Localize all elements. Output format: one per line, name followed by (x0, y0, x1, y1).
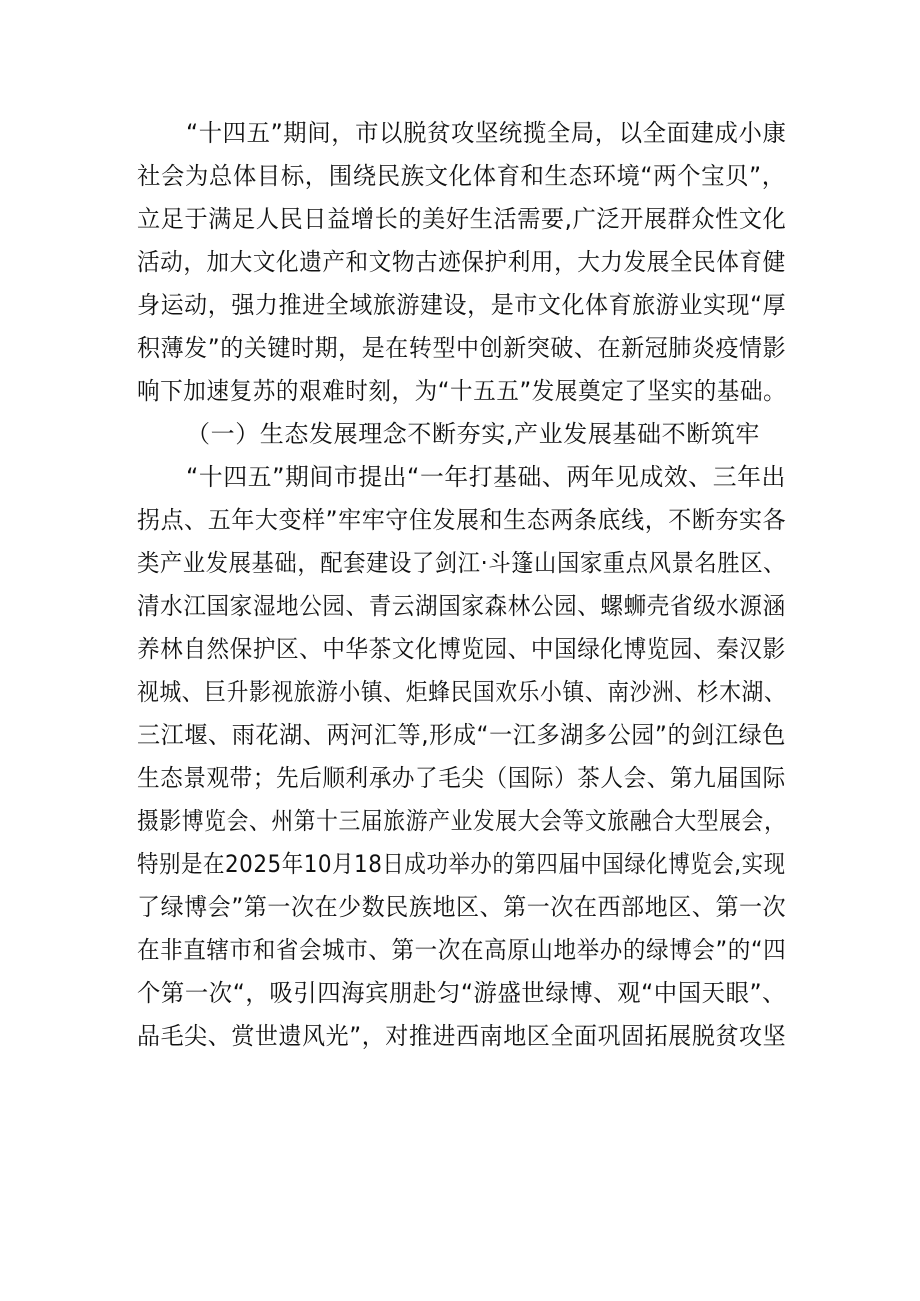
paragraph-1-line-3: 立足于满足人民日益增长的美好生活需要,广泛开展群众性文化 (137, 205, 787, 233)
paragraph-1-line-6: 积薄发”的关键时期，是在转型中创新突破、在新冠肺炎疫情影 (137, 334, 787, 362)
paragraph-2-line-10: 特别是在2025年10月18日成功举办的第四届中国绿化博览会,实现 (137, 850, 786, 878)
paragraph-2-line-3: 类产业发展基础，配套建设了剑江·斗篷山国家重点风景名胜区、 (137, 549, 787, 577)
paragraph-2-line-13: 个第一次“，吸引四海宾朋赴匀“游盛世绿博、观“中国天眼”、 (137, 979, 787, 1007)
paragraph-1-line-5: 身运动，强力推进全域旅游建设，是市文化体育旅游业实现“厚 (137, 291, 787, 319)
paragraph-1-line-2: 社会为总体目标，围绕民族文化体育和生态环境“两个宝贝”， (137, 162, 786, 190)
paragraph-2-line-4: 清水江国家湿地公园、青云湖国家森林公园、螺蛳壳省级水源涵 (137, 592, 786, 620)
paragraph-2-line-2: 拐点、五年大变样”牢牢守住发展和生态两条底线，不断夯实各 (137, 506, 787, 534)
paragraph-2-line-8: 生态景观带；先后顺利承办了毛尖（国际）茶人会、第九届国际 (137, 764, 786, 792)
paragraph-2-line-6: 视城、巨升影视旅游小镇、炬蜂民国欢乐小镇、南沙洲、杉木湖、 (137, 678, 787, 706)
paragraph-2-line-9: 摄影博览会、州第十三届旅游产业发展大会等文旅融合大型展会， (137, 807, 787, 835)
paragraph-1-line-4: 活动，加大文化遗产和文物古迹保护利用，大力发展全民体育健 (137, 248, 786, 276)
paragraph-2-line-12: 在非直辖市和省会城市、第一次在高原山地举办的绿博会”的“四 (137, 936, 787, 964)
paragraph-2-line-7: 三江堰、雨花湖、两河汇等,形成“一江多湖多公园”的剑江绿色 (137, 721, 786, 749)
section-heading: （一）生态发展理念不断夯实,产业发展基础不断筑牢 (186, 420, 761, 448)
paragraph-1-line-7: 响下加速复苏的艰难时刻，为“十五五”发展奠定了坚实的基础。 (137, 377, 787, 405)
paragraph-2-line-1: “十四五”期间市提出“一年打基础、两年见成效、三年出 (186, 463, 786, 491)
paragraph-1-line-1: “十四五”期间，市以脱贫攻坚统揽全局，以全面建成小康 (186, 119, 787, 147)
paragraph-2-line-14: 品毛尖、赏世遗风光”，对推进西南地区全面巩固拓展脱贫攻坚 (137, 1022, 787, 1050)
paragraph-2-line-5: 养林自然保护区、中华茶文化博览园、中国绿化博览园、秦汉影 (137, 635, 786, 663)
paragraph-2-line-11: 了绿博会”第一次在少数民族地区、第一次在西部地区、第一次 (137, 893, 787, 921)
